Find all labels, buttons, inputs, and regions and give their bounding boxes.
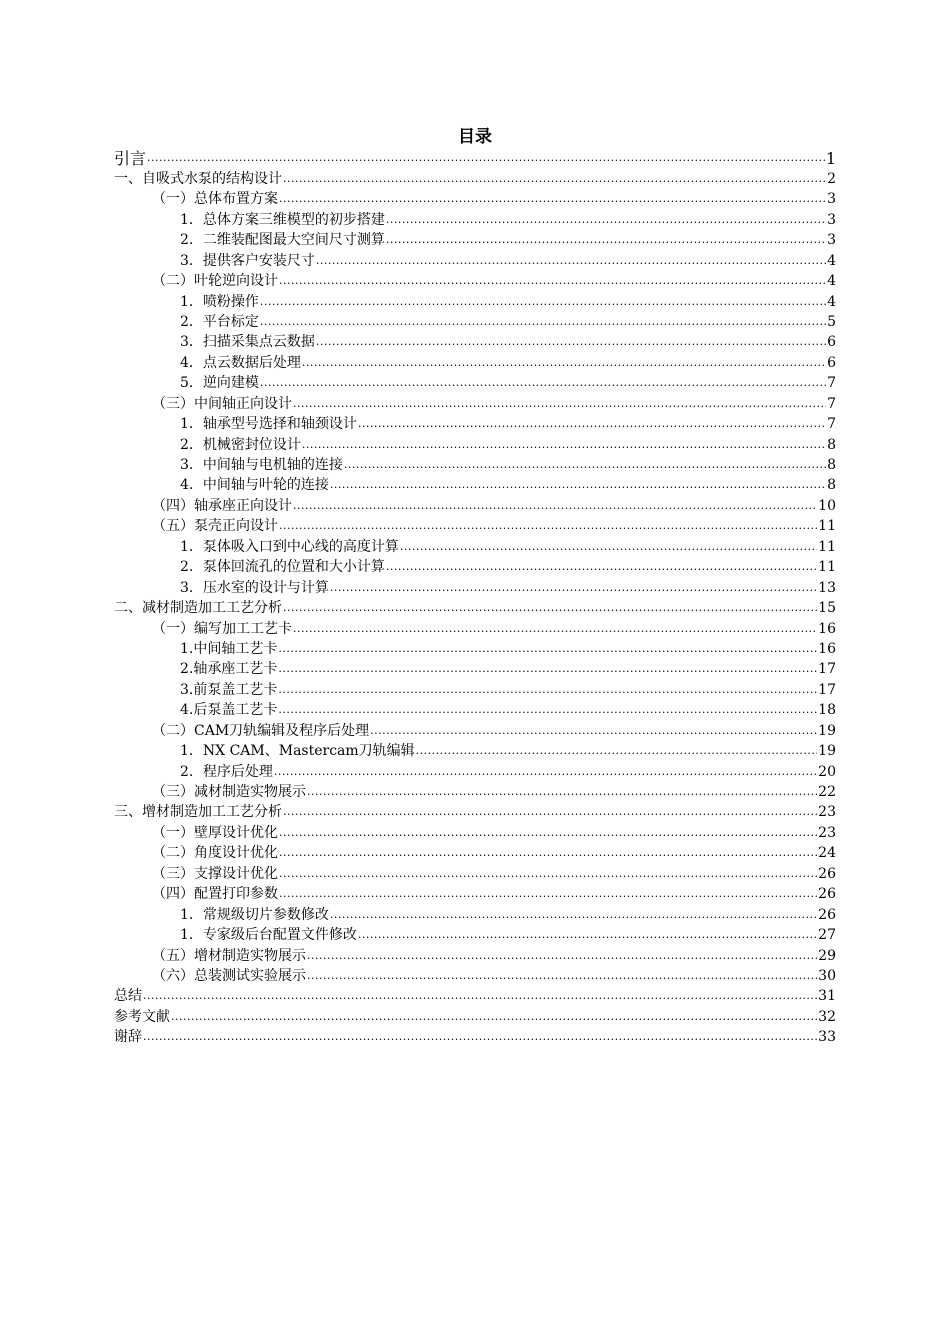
- toc-entry-page: 27: [818, 927, 836, 944]
- toc-entry-label: 1．轴承型号选择和轴颈设计: [180, 416, 357, 433]
- toc-entry-label: （五）增材制造实物展示: [152, 947, 306, 964]
- toc-entry-page: 8: [827, 477, 836, 494]
- toc-entry-page: 18: [818, 702, 836, 719]
- toc-entry-label: 2．平台标定: [180, 313, 259, 330]
- toc-entry-page: 15: [818, 600, 836, 617]
- toc-entry[interactable]: [114, 230, 836, 250]
- toc-entry[interactable]: [114, 189, 836, 209]
- toc-entry-page: 19: [818, 722, 836, 739]
- toc-entry-label: 1.中间轴工艺卡: [180, 640, 278, 657]
- toc-entry[interactable]: [114, 577, 836, 597]
- toc-entry[interactable]: [114, 598, 836, 618]
- toc-entry-page: 7: [827, 416, 836, 433]
- toc-entry-label: 1．总体方案三维模型的初步搭建: [180, 211, 385, 228]
- dot-leader: [278, 641, 817, 657]
- toc-entry-page: 3: [827, 211, 836, 228]
- toc-entry[interactable]: [114, 536, 836, 556]
- dot-leader: [260, 375, 826, 391]
- dot-leader: [274, 764, 817, 780]
- toc-entry-label: 参考文献: [114, 1008, 170, 1025]
- toc-entry-label: 3．中间轴与电机轴的连接: [180, 457, 343, 473]
- toc-entry-page: 16: [818, 620, 836, 637]
- toc-entry-label: 谢辞: [114, 1029, 142, 1046]
- toc-entry-label: 3.前泵盖工艺卡: [180, 681, 278, 698]
- toc-entry-label: （二）角度设计优化: [152, 845, 278, 862]
- toc-entry-label: 二、减材制造加工工艺分析: [114, 600, 282, 617]
- toc-entry-label: 2．机械密封位设计: [180, 436, 301, 453]
- toc-entry-page: 17: [818, 661, 836, 678]
- toc-entry[interactable]: [114, 312, 836, 332]
- toc-entry-page: 4: [827, 293, 836, 310]
- toc-entry-page: 32: [818, 1008, 836, 1025]
- toc-entry-label: 1．专家级后台配置文件修改: [180, 927, 357, 944]
- toc-entry[interactable]: [114, 495, 836, 515]
- toc-entry-page: 23: [818, 804, 836, 821]
- toc-entry[interactable]: [114, 373, 836, 393]
- dot-leader: [307, 784, 817, 800]
- toc-entry-page: 3: [827, 232, 836, 249]
- toc-entry-page: 8: [827, 457, 836, 473]
- dot-leader: [330, 580, 817, 596]
- toc-entry-page: 3: [827, 191, 836, 208]
- toc-entry-page: 20: [818, 763, 836, 780]
- toc-entry[interactable]: [114, 761, 836, 781]
- toc-entry[interactable]: [114, 945, 836, 965]
- toc-entry[interactable]: [114, 863, 836, 883]
- dot-leader: [143, 1029, 817, 1045]
- dot-leader: [316, 253, 826, 269]
- table-of-contents: [114, 148, 836, 1047]
- toc-entry[interactable]: [114, 679, 836, 699]
- toc-entry-page: 30: [818, 967, 836, 984]
- toc-entry-label: 2.轴承座工艺卡: [180, 661, 278, 678]
- toc-entry-page: 16: [818, 640, 836, 657]
- toc-entry[interactable]: [114, 884, 836, 904]
- toc-entry-label: 4.后泵盖工艺卡: [180, 702, 278, 719]
- toc-entry-label: 2．程序后处理: [180, 763, 273, 780]
- toc-entry-page: 7: [827, 395, 836, 412]
- dot-leader: [386, 232, 826, 248]
- toc-entry[interactable]: [114, 1027, 836, 1047]
- dot-leader: [279, 845, 817, 861]
- toc-entry[interactable]: [114, 475, 836, 495]
- toc-entry[interactable]: [114, 271, 836, 291]
- toc-title: 目录: [458, 127, 492, 147]
- toc-entry[interactable]: [114, 700, 836, 720]
- toc-entry-page: 22: [818, 784, 836, 800]
- toc-entry[interactable]: [114, 557, 836, 577]
- toc-entry[interactable]: [114, 618, 836, 638]
- toc-entry-page: 13: [818, 579, 836, 596]
- toc-entry-label: 4．中间轴与叶轮的连接: [180, 477, 329, 494]
- dot-leader: [386, 559, 817, 575]
- dot-leader: [279, 518, 817, 534]
- dot-leader: [386, 212, 826, 228]
- toc-entry-page: 11: [818, 518, 836, 535]
- toc-entry-label: （二）叶轮逆向设计: [152, 273, 278, 290]
- dot-leader: [358, 927, 817, 943]
- toc-entry-page: 26: [818, 886, 836, 903]
- toc-entry[interactable]: [114, 843, 836, 863]
- toc-entry[interactable]: [114, 393, 836, 413]
- toc-entry[interactable]: [114, 332, 836, 352]
- dot-leader: [293, 396, 826, 412]
- dot-leader: [279, 825, 817, 841]
- dot-leader: [344, 457, 826, 473]
- toc-entry[interactable]: [114, 455, 836, 475]
- toc-entry[interactable]: [114, 659, 836, 679]
- toc-entry-page: 2: [827, 170, 836, 187]
- toc-entry[interactable]: [114, 414, 836, 434]
- toc-entry-label: 3．压水室的设计与计算: [180, 579, 329, 596]
- toc-entry[interactable]: [114, 639, 836, 659]
- dot-leader: [147, 150, 825, 166]
- toc-entry-label: 1．常规级切片参数修改: [180, 906, 329, 923]
- toc-entry[interactable]: [114, 741, 836, 761]
- toc-entry-label: 5．逆向建模: [180, 375, 259, 392]
- dot-leader: [279, 866, 817, 882]
- toc-entry-page: 10: [818, 497, 836, 514]
- dot-leader: [330, 907, 817, 923]
- dot-leader: [278, 682, 817, 698]
- toc-entry-label: 1．泵体吸入口到中心线的高度计算: [180, 538, 399, 555]
- toc-entry-label: 3．提供客户安装尺寸: [180, 252, 315, 269]
- toc-entry[interactable]: [114, 782, 836, 802]
- toc-entry[interactable]: [114, 925, 836, 945]
- dot-leader: [307, 948, 817, 964]
- toc-entry[interactable]: [114, 986, 836, 1006]
- dot-leader: [283, 600, 817, 616]
- toc-entry[interactable]: [114, 250, 836, 270]
- dot-leader: [400, 539, 817, 555]
- toc-entry-label: 三、增材制造加工工艺分析: [114, 804, 282, 821]
- toc-entry-label: （一）编写加工工艺卡: [152, 620, 292, 637]
- toc-entry-label: （一）壁厚设计优化: [152, 824, 278, 841]
- toc-entry-label: 总结: [114, 988, 142, 1005]
- toc-entry-page: 6: [827, 334, 836, 351]
- toc-entry-page: 19: [818, 743, 836, 760]
- toc-entry-page: 4: [827, 273, 836, 290]
- dot-leader: [278, 661, 817, 677]
- toc-entry-page: 8: [827, 436, 836, 453]
- dot-leader: [260, 314, 826, 330]
- toc-entry-label: （五）泵壳正向设计: [152, 518, 278, 535]
- toc-entry-page: 4: [827, 252, 836, 269]
- toc-entry[interactable]: [114, 148, 836, 168]
- toc-entry[interactable]: [114, 209, 836, 229]
- dot-leader: [279, 273, 826, 289]
- toc-entry-page: 33: [818, 1029, 836, 1046]
- dot-leader: [358, 416, 826, 432]
- toc-entry-label: （四）配置打印参数: [152, 886, 278, 903]
- dot-leader: [283, 171, 826, 187]
- toc-entry-label: （一）总体布置方案: [152, 191, 278, 208]
- toc-entry[interactable]: [114, 352, 836, 372]
- toc-entry-page: 24: [818, 845, 836, 862]
- dot-leader: [283, 804, 817, 820]
- toc-entry[interactable]: [114, 904, 836, 924]
- toc-entry-page: 31: [818, 988, 836, 1005]
- toc-entry-label: （四）轴承座正向设计: [152, 497, 292, 514]
- toc-entry[interactable]: [114, 966, 836, 986]
- toc-entry-page: 1: [825, 149, 836, 169]
- toc-entry-label: 4．点云数据后处理: [180, 354, 301, 371]
- toc-entry[interactable]: [114, 1006, 836, 1026]
- dot-leader: [416, 743, 818, 759]
- dot-leader: [278, 702, 817, 718]
- toc-entry-label: （六）总装测试实验展示: [152, 967, 306, 984]
- dot-leader: [171, 1009, 817, 1025]
- toc-entry-page: 26: [818, 906, 836, 923]
- dot-leader: [279, 886, 817, 902]
- dot-leader: [143, 988, 817, 1004]
- toc-entry-label: 1．喷粉操作: [180, 293, 259, 310]
- toc-entry[interactable]: [114, 434, 836, 454]
- toc-entry-label: 1．NX CAM、Mastercam刀轨编辑: [180, 743, 415, 760]
- dot-leader: [302, 437, 826, 453]
- toc-entry-page: 7: [827, 375, 836, 392]
- dot-leader: [293, 621, 817, 637]
- toc-entry-page: 6: [827, 354, 836, 371]
- toc-entry-page: 11: [818, 538, 836, 555]
- dot-leader: [260, 294, 826, 310]
- toc-entry[interactable]: [114, 822, 836, 842]
- toc-entry-label: （三）中间轴正向设计: [152, 395, 292, 412]
- toc-entry-page: 17: [818, 681, 836, 698]
- dot-leader: [293, 498, 817, 514]
- toc-entry-page: 29: [818, 947, 836, 964]
- dot-leader: [330, 477, 826, 493]
- toc-entry-label: 3．扫描采集点云数据: [180, 334, 315, 351]
- toc-entry[interactable]: [114, 802, 836, 822]
- toc-entry-page: 11: [818, 559, 836, 576]
- toc-entry[interactable]: [114, 720, 836, 740]
- toc-entry-page: 23: [818, 824, 836, 841]
- toc-entry-label: 2．泵体回流孔的位置和大小计算: [180, 559, 385, 576]
- dot-leader: [316, 334, 826, 350]
- toc-entry[interactable]: [114, 168, 836, 188]
- dot-leader: [302, 355, 826, 371]
- dot-leader: [279, 191, 826, 207]
- toc-entry-label: （三）减材制造实物展示: [152, 784, 306, 800]
- toc-entry-label: 引言: [114, 149, 147, 169]
- toc-entry-label: （三）支撑设计优化: [152, 865, 278, 882]
- toc-entry-page: 5: [827, 313, 836, 330]
- dot-leader: [307, 968, 817, 984]
- toc-entry-label: 一、自吸式水泵的结构设计: [114, 170, 282, 187]
- toc-entry[interactable]: [114, 516, 836, 536]
- toc-entry-label: （二）CAM刀轨编辑及程序后处理: [152, 722, 370, 739]
- toc-entry-label: 2．二维装配图最大空间尺寸测算: [180, 232, 385, 249]
- toc-entry-page: 26: [818, 865, 836, 882]
- toc-entry[interactable]: [114, 291, 836, 311]
- dot-leader: [370, 723, 817, 739]
